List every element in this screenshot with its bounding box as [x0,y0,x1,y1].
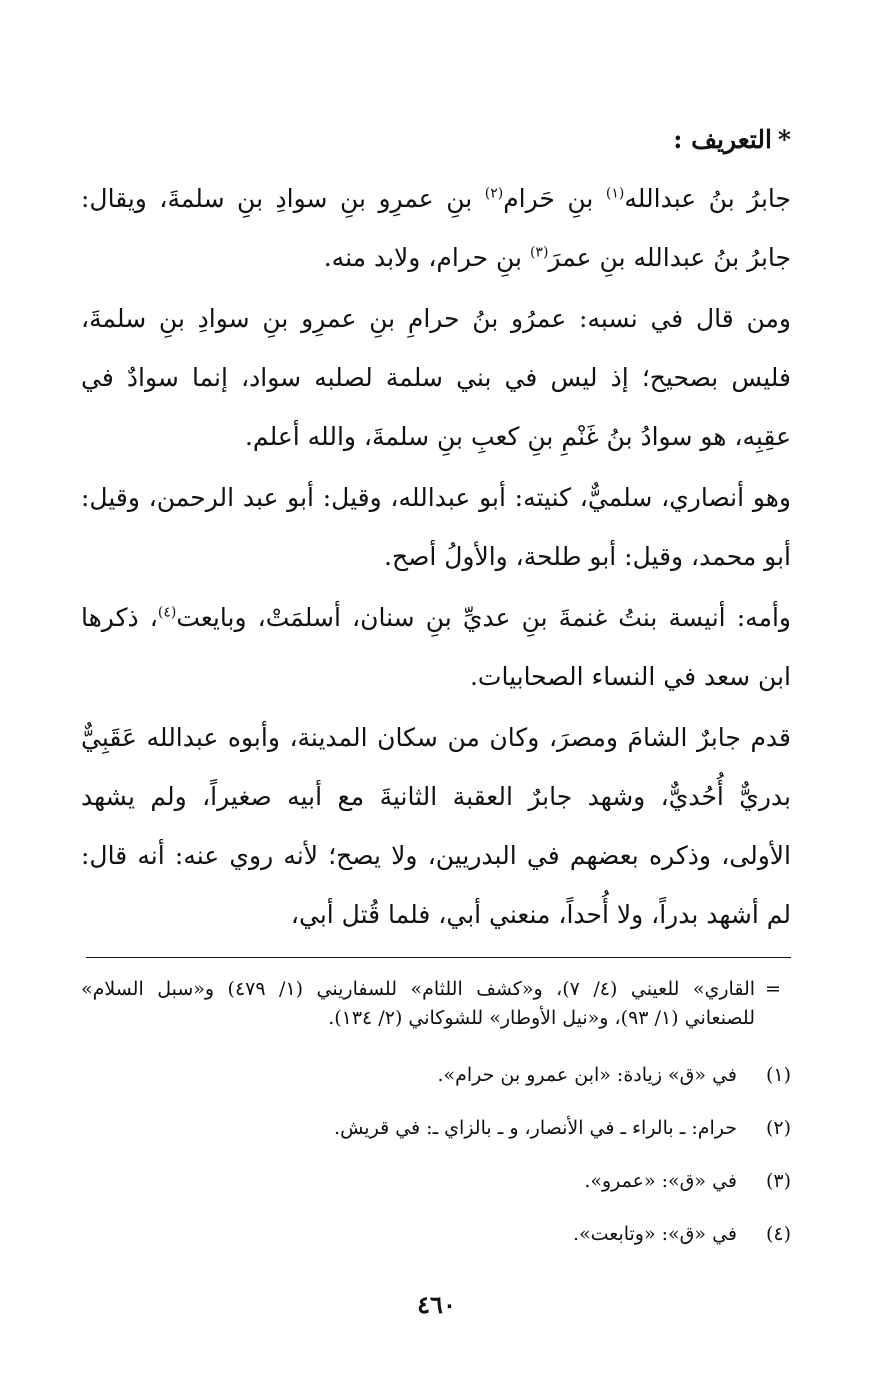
text-run: ، ذكرها ابن سعد في النساء الصحابيات. [81,603,791,691]
footnote-number: (٣) [765,1170,791,1192]
section-heading [81,110,791,169]
footnote-4 [81,1220,791,1249]
text-run: جابرُ بنُ عبدالله [624,184,791,213]
text-run: بنِ عمرِو بنِ سوادِ بنِ سلمةَ، ويقال: جابرُ بنُ عبدالله بنِ عمرَ [81,184,791,272]
footnote-ref-2[interactable]: (٢) [484,185,504,202]
footnote-ref-4[interactable]: (٤) [157,604,177,621]
paragraph-mother [81,588,791,706]
footnote-number: (٤) [765,1223,791,1245]
text-run: بنِ حَرام [503,184,606,213]
footnote-text: في «ق»: «وتابعت». [572,1223,737,1245]
page-number: ٤٦٠ [417,1290,456,1319]
footnote-ref-3[interactable]: (٣) [529,244,549,261]
footnote-continuation [81,975,791,1033]
paragraph-history: قدم جابرٌ الشامَ ومصرَ، وكان من سكان المدينة، وأبوه عبدالله عَقَبِيٌّ بدريٌّ أُحُديٌّ، وشهد جابرٌ العقبة الثانيةَ مع أبيه صغيراً، ولم يشهد الأولى، وذكره بعضهم في البدريين، ولا يصح؛ لأنه روي عنه: أنه قال: لم أشهد بدراً، ولا أُحداً، منعني أبي، فلما قُتل أبي، [81,723,791,929]
paragraph-kunya: وهو أنصاري، سلميٌّ، كنيته: أبو عبدالله، وقيل: أبو عبد الرحمن، وقيل: أبو محمد، وقيل: أبو طلحة، والأولُ أصح. [81,483,791,571]
footnote-2 [81,1114,791,1143]
footnotes [81,975,791,1273]
footnote-3 [81,1167,791,1196]
footnote-number: (٢) [765,1117,791,1139]
footnote-continuation-text: القاري» للعيني (٤/ ٧)، و«كشف اللثام» للسفاريني (١/ ٤٧٩) و«سبل السلام» للصنعاني (١/ ٩٣)، و«نيل الأوطار» للشوكاني (٢/ ١٣٤). [81,978,756,1029]
footnote-1 [81,1061,791,1090]
footnote-text: حرام: ـ بالراء ـ في الأنصار، و ـ بالزاي ـ: في قريش. [334,1117,737,1139]
section-heading-title: التعريف : [673,125,772,154]
star-icon: * [777,125,791,154]
footnote-number: (١) [765,1064,791,1086]
continuation-mark: = [765,978,781,1000]
footnote-text: في «ق»: «عمرو». [584,1170,737,1192]
text-run: بنِ حرام، ولابد منه. [323,243,530,272]
text-run: وأمه: أنيسة بنتُ غنمةَ بنِ عديِّ بنِ سنان، أسلمَتْ، وبايعت [176,603,791,632]
footnote-divider [86,957,791,958]
main-text [81,110,791,946]
paragraph-lineage-correction: ومن قال في نسبه: عمرُو بنُ حرامِ بنِ عمرِو بنِ سوادِ بنِ سلمةَ، فليس بصحيح؛ إذ ليس في بني سلمة لصلبه سواد، إنما سوادٌ في عقِبِه، هو سوادُ بنُ غَنْمِ بنِ كعبِ بنِ سلمةَ، والله أعلم. [81,304,791,451]
paragraph-lineage [81,169,791,287]
footnote-text: في «ق» زيادة: «ابن عمرو بن حرام». [437,1064,737,1086]
footnote-ref-1[interactable]: (١) [605,185,625,202]
